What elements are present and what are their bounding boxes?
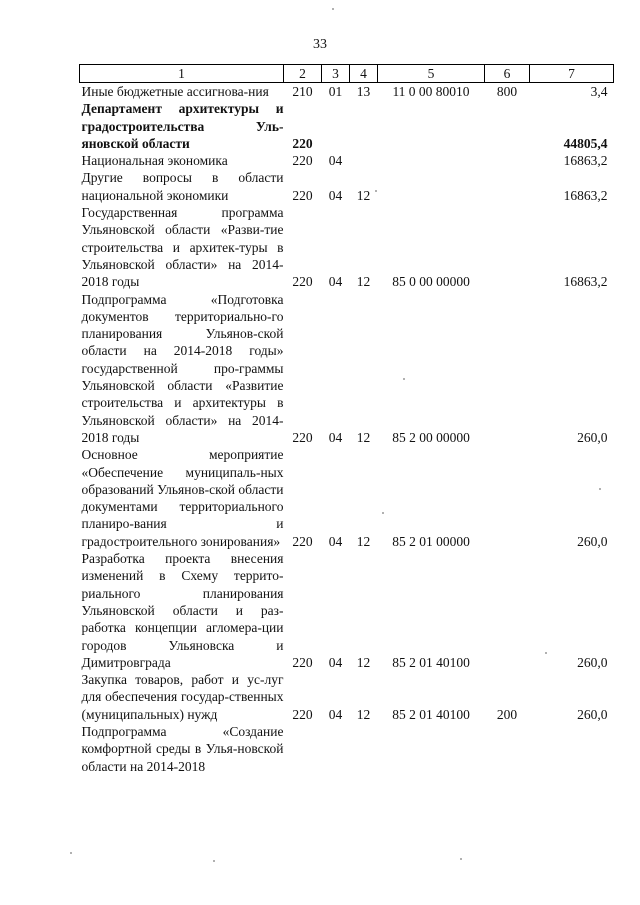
row-vr	[485, 152, 530, 169]
row-rz: 04	[328, 654, 343, 670]
row-vr	[485, 723, 530, 775]
row-vr	[485, 446, 530, 550]
row-name: Иные бюджетные ассигнова-ния	[81, 84, 269, 99]
header-col-4: 4	[350, 65, 378, 83]
row-rz: 04	[328, 533, 343, 549]
row-gr	[284, 723, 322, 775]
scan-speck	[545, 652, 547, 654]
row-gr: 220	[292, 533, 313, 549]
row-csr: 85 2 01 40100	[392, 654, 470, 670]
row-pr: 12	[356, 706, 371, 722]
header-col-7: 7	[530, 65, 614, 83]
row-amount: 260,0	[577, 706, 608, 722]
scan-speck	[70, 852, 72, 854]
row-vr	[485, 291, 530, 447]
row-amount	[530, 723, 614, 775]
row-amount: 260,0	[577, 429, 608, 445]
row-csr: 85 2 00 00000	[392, 429, 470, 445]
row-name: Государственная программа Ульяновской области «Разви-тие строительства и архитек-туры в Ульяновской области» на 2014-2018 годы	[81, 205, 284, 290]
page-number: 33	[313, 37, 327, 52]
table-row	[80, 204, 614, 290]
scan-speck	[403, 378, 405, 380]
table-row	[80, 152, 614, 169]
table-row	[80, 83, 614, 101]
table-header-row	[80, 65, 614, 83]
row-vr	[485, 169, 530, 204]
row-name: Подпрограмма «Создание комфортной среды в Улья-новской области на 2014-2018	[81, 723, 284, 774]
row-csr: 11 0 00 80010	[392, 84, 470, 99]
row-amount: 16863,2	[563, 153, 608, 169]
row-rz: 04	[328, 274, 343, 290]
row-csr	[378, 152, 485, 169]
row-pr	[350, 100, 378, 152]
row-name: Другие вопросы в области национальной экономики	[81, 170, 284, 203]
row-amount: 260,0	[577, 533, 608, 549]
budget-table	[79, 64, 614, 775]
row-amount: 44805,4	[563, 135, 608, 151]
row-gr: 220	[292, 187, 313, 203]
row-vr	[485, 100, 530, 152]
row-rz: 04	[328, 706, 343, 722]
table-row	[80, 100, 614, 152]
row-name: Департамент архитектуры и градостроительства Уль-яновской области	[81, 101, 284, 151]
table-row	[80, 446, 614, 550]
row-amount: 3,4	[590, 84, 608, 99]
row-csr: 85 0 00 00000	[392, 274, 470, 290]
row-pr: 12	[356, 533, 371, 549]
row-gr: 220	[292, 429, 313, 445]
header-col-3: 3	[322, 65, 350, 83]
row-gr: 220	[292, 274, 313, 290]
scan-speck	[382, 512, 384, 514]
row-gr: 220	[292, 654, 313, 670]
row-vr: 200	[496, 706, 518, 722]
row-name: Основное мероприятие «Обеспечение муниципаль-ных образований Ульянов-ской области документами территориального планиро-вания и градостроительного зонирования»	[81, 447, 284, 549]
row-rz	[322, 100, 350, 152]
header-col-1: 1	[80, 65, 284, 83]
scan-speck	[332, 8, 334, 10]
row-amount: 260,0	[577, 654, 608, 670]
row-name: Разработка проекта внесения изменений в Схему террито-риального планирования Ульяновской области и раз-работка концепции агломера-ции городов Ульяновска и Димитровграда	[81, 551, 284, 670]
row-csr	[378, 100, 485, 152]
row-pr: 12	[356, 274, 371, 290]
header-col-5: 5	[378, 65, 485, 83]
row-pr: 12	[356, 429, 371, 445]
scan-speck	[460, 858, 462, 860]
row-rz: 04	[328, 187, 343, 203]
row-csr	[378, 169, 485, 204]
row-vr: 800	[496, 84, 518, 99]
row-rz	[322, 723, 350, 775]
row-rz: 04	[328, 429, 343, 445]
row-name: Национальная экономика	[81, 153, 228, 169]
row-vr	[485, 204, 530, 290]
row-name: Подпрограмма «Подготовка документов территориально-го планирования Ульянов-ской области на 2014-2018 годы» государственной про-граммы Ульяновской области «Развитие строительства и архитектуры в Ульяновской области» на 2014-2018 годы	[81, 291, 284, 445]
table-row	[80, 671, 614, 723]
row-csr: 85 2 01 00000	[392, 533, 470, 549]
row-pr: 12	[356, 187, 371, 203]
row-gr: 210	[292, 84, 313, 99]
row-pr	[350, 723, 378, 775]
header-col-6: 6	[485, 65, 530, 83]
table-row	[80, 723, 614, 775]
scan-speck	[213, 860, 215, 862]
row-gr: 220	[292, 135, 313, 151]
row-pr: 12	[356, 654, 371, 670]
row-name: Закупка товаров, работ и ус-луг для обеспечения государ-ственных (муниципальных) нужд	[81, 672, 284, 722]
row-pr	[350, 152, 378, 169]
scan-speck	[599, 488, 601, 490]
row-amount: 16863,2	[563, 187, 608, 203]
row-gr: 220	[292, 153, 313, 169]
row-rz: 04	[328, 153, 343, 169]
row-pr: 13	[356, 84, 371, 99]
table-row	[80, 291, 614, 447]
row-amount: 16863,2	[563, 274, 608, 290]
row-rz: 01	[328, 84, 343, 99]
row-csr: 85 2 01 40100	[392, 706, 470, 722]
row-csr	[378, 723, 485, 775]
table-row	[80, 550, 614, 671]
header-col-2: 2	[284, 65, 322, 83]
scan-speck	[375, 190, 377, 192]
row-gr: 220	[292, 706, 313, 722]
row-vr	[485, 550, 530, 671]
table-row	[80, 169, 614, 204]
